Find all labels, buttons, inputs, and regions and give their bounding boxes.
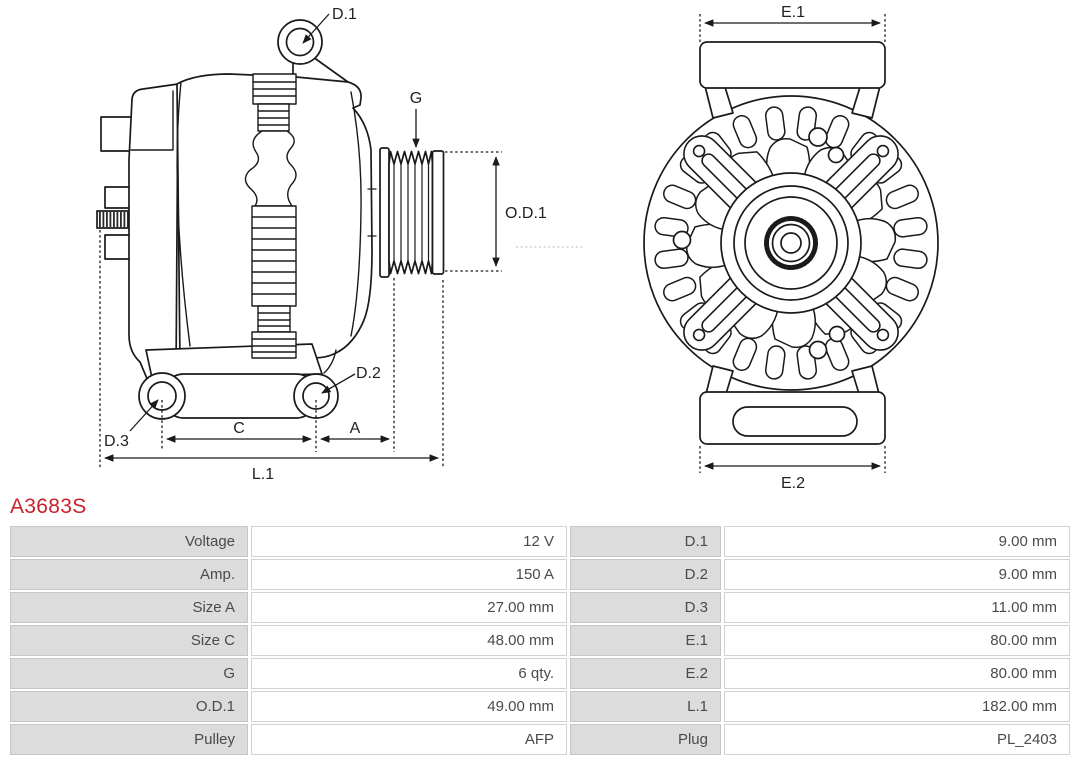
spec-value-cell: 80.00 mm [724, 658, 1070, 689]
spec-label-cell: Pulley [10, 724, 248, 755]
bolt-hole [809, 128, 827, 146]
bolt-hole [829, 148, 844, 163]
spec-label-cell: Size A [10, 592, 248, 623]
spec-value-cell: 11.00 mm [724, 592, 1070, 623]
dim-label-c: C [233, 420, 245, 437]
dim-label-od1: O.D.1 [505, 205, 547, 222]
spec-table [10, 526, 1070, 755]
dim-label-e2: E.2 [780, 475, 806, 492]
dim-label-g: G [409, 90, 423, 107]
spec-value-cell: 48.00 mm [251, 625, 567, 656]
spec-value-cell: 150 A [251, 559, 567, 590]
spec-value-cell: 12 V [251, 526, 567, 557]
spec-value-cell: AFP [251, 724, 567, 755]
spec-row [10, 592, 1070, 623]
spec-label-cell: E.1 [570, 625, 721, 656]
spec-label-cell: L.1 [570, 691, 721, 722]
dim-label-d1: D.1 [332, 6, 357, 23]
spec-label-cell: G [10, 658, 248, 689]
rear-cover [129, 84, 178, 381]
spec-value-cell: 182.00 mm [724, 691, 1070, 722]
spec-value-cell: PL_2403 [724, 724, 1070, 755]
shaft-hole [781, 233, 801, 253]
lug-leg [313, 57, 348, 82]
spec-label-cell: Voltage [10, 526, 248, 557]
dim-label-d2: D.2 [356, 365, 381, 382]
spec-row [10, 559, 1070, 590]
bolt-hole [810, 342, 827, 359]
spec-label-cell: Plug [570, 724, 721, 755]
bolt-hole [674, 232, 691, 249]
dim-label-a: A [349, 420, 361, 437]
spec-row [10, 526, 1070, 557]
side-view-drawing [97, 20, 444, 419]
pulley [380, 148, 444, 277]
dim-label-e1: E.1 [780, 4, 806, 21]
spec-value-cell: 9.00 mm [724, 559, 1070, 590]
hub [721, 173, 861, 313]
spec-label-cell: D.3 [570, 592, 721, 623]
spec-row [10, 691, 1070, 722]
top-bracket-leg [852, 86, 880, 118]
spec-value-cell: 9.00 mm [724, 526, 1070, 557]
spec-label-cell: Size C [10, 625, 248, 656]
lug-d1-hole [287, 29, 314, 56]
spec-row [10, 625, 1070, 656]
spec-value-cell: 27.00 mm [251, 592, 567, 623]
top-bracket-leg [705, 86, 733, 118]
spec-label-cell: E.2 [570, 658, 721, 689]
bottom-bracket-slot [733, 407, 857, 436]
spec-value-cell: 49.00 mm [251, 691, 567, 722]
spec-label-cell: D.1 [570, 526, 721, 557]
spec-row [10, 658, 1070, 689]
dim-label-l1: L.1 [251, 466, 275, 483]
bolt-hole [830, 327, 845, 342]
spec-value-cell: 6 qty. [251, 658, 567, 689]
spec-label-cell: D.2 [570, 559, 721, 590]
spec-row [10, 724, 1070, 755]
top-bracket-plate [700, 42, 885, 88]
dim-label-d3: D.3 [104, 433, 129, 450]
spec-label-cell: Amp. [10, 559, 248, 590]
front-view-drawing [644, 42, 938, 444]
part-number: A3683S [10, 495, 87, 518]
spec-value-cell: 80.00 mm [724, 625, 1070, 656]
spec-label-cell: O.D.1 [10, 691, 248, 722]
